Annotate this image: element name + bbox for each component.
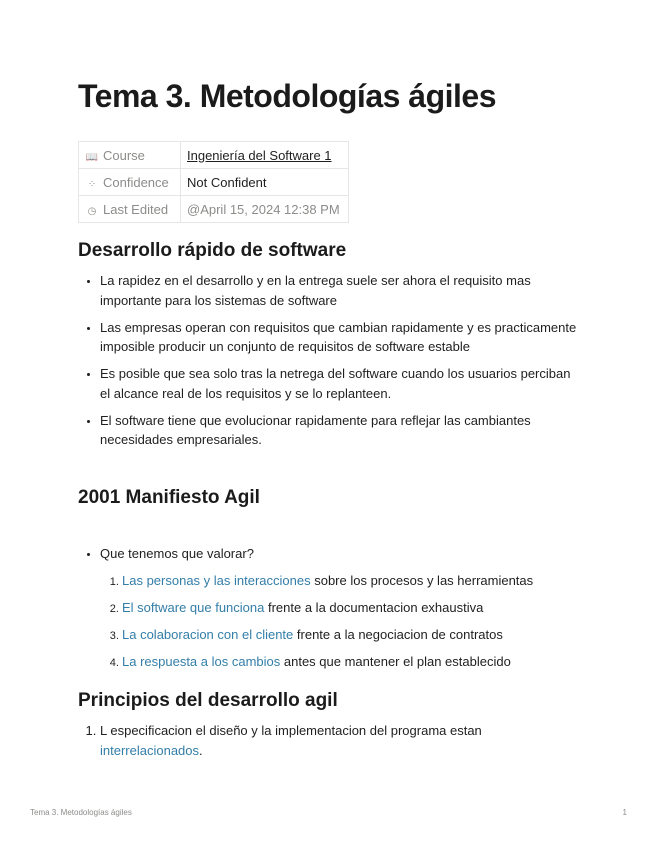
list-item — [100, 544, 578, 671]
property-row-confidence — [79, 169, 349, 196]
clock-icon: ◷ — [87, 205, 97, 217]
value-highlight: Las personas y las interacciones — [122, 572, 311, 588]
principios-list — [78, 721, 578, 760]
list-item: • La rapidez en el desarrollo y en la entrega suele ser ahora el requisito mas importante para los sistemas de software — [100, 271, 578, 310]
footer-title: Tema 3. Metodologías ágiles — [30, 808, 132, 817]
property-row-last-edited — [79, 196, 349, 223]
property-row-course — [79, 142, 349, 169]
section-heading-desarrollo-rapido: Desarrollo rápido de software — [78, 240, 347, 261]
list-item: 4. La respuesta a los cambios antes que mantener el plan establecido — [122, 652, 578, 672]
list-item: 2. El software que funciona frente a la documentacion exhaustiva — [122, 598, 578, 618]
list-item: • Es posible que sea solo tras la netrega del software cuando los usuarios perciban el alcance real de los requisitos y se lo replanteen. — [100, 364, 578, 403]
section-heading-manifiesto: 2001 Manifiesto Agil — [78, 487, 260, 508]
value-highlight: La respuesta a los cambios — [122, 653, 281, 669]
property-key-course: 📖 Course — [79, 142, 181, 169]
interrelacionados-highlight: interrelacionados — [100, 742, 200, 758]
property-key-confidence: ⁘ Confidence — [79, 169, 181, 196]
manifiesto-values-list — [100, 571, 578, 672]
book-icon: 📖 — [85, 151, 99, 163]
value-highlight: El software que funciona — [122, 599, 265, 615]
list-item: 1. Las personas y las interacciones sobre los procesos y las herramientas — [122, 571, 578, 591]
property-value-course[interactable] — [181, 142, 349, 169]
value-highlight: La colaboracion con el cliente — [122, 626, 294, 642]
confidence-value: Not Confident — [187, 174, 267, 190]
property-value-last-edited — [181, 196, 349, 223]
desarrollo-rapido-list — [78, 271, 578, 457]
list-item: • Las empresas operan con requisitos que cambian rapidamente y es practicamente imposible producir un conjunto de requisitos de software estable — [100, 318, 578, 357]
spinner-icon: ⁘ — [87, 178, 97, 190]
section-heading-principios: Principios del desarrollo agil — [78, 690, 338, 711]
page-number: 1 — [622, 808, 627, 817]
list-item: • El software tiene que evolucionar rapidamente para reflejar las cambiantes necesidades empresariales. — [100, 411, 578, 450]
property-value-confidence[interactable] — [181, 169, 349, 196]
list-item: 3. La colaboracion con el cliente frente a la negociacion de contratos — [122, 625, 578, 645]
property-key-last-edited: ◷ Last Edited — [79, 196, 181, 223]
course-link[interactable]: Ingeniería del Software 1 — [187, 147, 332, 163]
manifiesto-list — [78, 544, 578, 679]
properties-table — [78, 141, 349, 223]
page-title: Tema 3. Metodologías ágiles — [78, 78, 497, 114]
list-item: 1. L especificacion el diseño y la implementacion del programa estan interrelacionados. — [100, 721, 578, 760]
last-edited-value: @April 15, 2024 12:38 PM — [187, 201, 340, 217]
question-text: Que tenemos que valorar? — [100, 546, 254, 561]
